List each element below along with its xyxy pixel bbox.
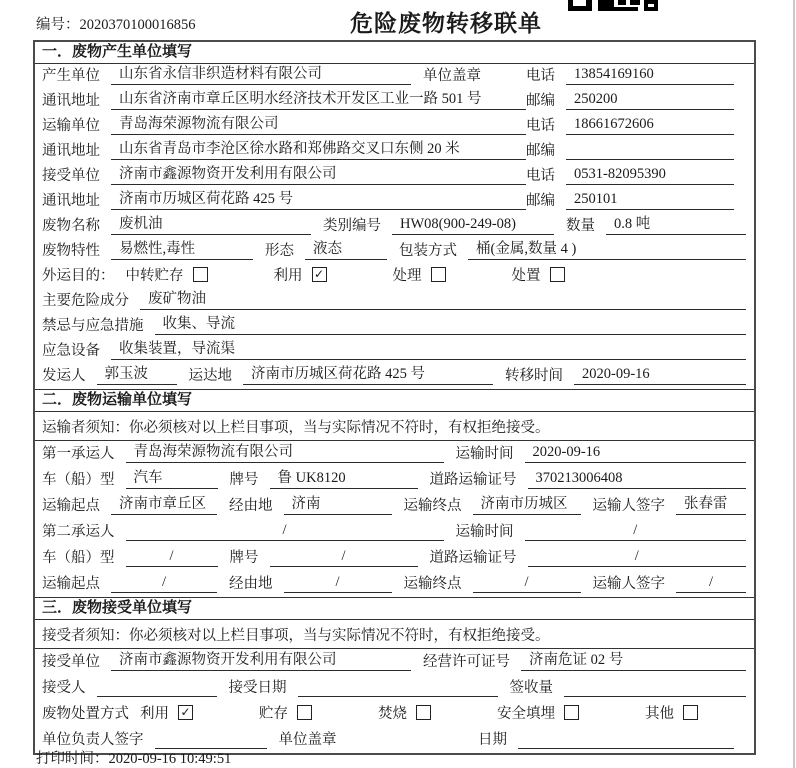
main-hazardous-component-field: 废矿物油 bbox=[140, 287, 746, 310]
checkbox-label: 焚烧 bbox=[378, 706, 407, 722]
form-row bbox=[35, 139, 754, 164]
form-row bbox=[35, 675, 754, 701]
second-vehicle-type-field: / bbox=[126, 548, 218, 567]
checkbox-label: 处理 bbox=[392, 268, 422, 284]
field-label: 运达地 bbox=[188, 368, 232, 384]
field-label: 单位负责人签字 bbox=[42, 732, 144, 748]
form-row bbox=[35, 364, 754, 389]
field-label: 单位盖章 bbox=[278, 732, 337, 748]
qr-code-fragment bbox=[568, 0, 664, 11]
transfer-date-field: 2020-09-16 bbox=[574, 366, 746, 385]
field-label: 电话 bbox=[526, 68, 555, 84]
transport-zip-field bbox=[566, 143, 734, 160]
field-label: 通讯地址 bbox=[42, 143, 100, 159]
form-row bbox=[35, 620, 754, 649]
section-3 bbox=[35, 597, 754, 753]
field-label: 第一承运人 bbox=[42, 446, 115, 462]
first-origin-field: 济南市章丘区 bbox=[111, 492, 217, 515]
field-label: 牌号 bbox=[229, 472, 259, 488]
first-road-permit-number-field: 370213006408 bbox=[528, 470, 747, 489]
print-time-value: 2020-09-16 10:49:51 bbox=[108, 751, 232, 767]
checkbox-label: 贮存 bbox=[259, 706, 288, 722]
field-label: 单位盖章 bbox=[423, 68, 481, 84]
contraindication-emergency-measures-field: 收集、导流 bbox=[155, 312, 747, 335]
section-1-title: 一．废物产生单位填写 bbox=[35, 42, 754, 64]
producer-address-field: 山东省济南市章丘区明水经济技术开发区工业一路 501 号 bbox=[111, 87, 526, 110]
form-row bbox=[35, 701, 754, 727]
first-via-field: 济南 bbox=[284, 492, 392, 515]
checkbox-option bbox=[140, 702, 193, 723]
field-label: 形态 bbox=[265, 243, 294, 259]
form-row bbox=[35, 519, 754, 545]
receiver-unit-field: 济南市鑫源物资开发利用有限公司 bbox=[111, 162, 526, 185]
second-carrier-field: / bbox=[126, 522, 444, 541]
operating-license-number-field: 济南危证 02 号 bbox=[521, 648, 746, 671]
accept-date-field bbox=[298, 680, 498, 697]
section-3-title: 三．废物接受单位填写 bbox=[35, 597, 754, 620]
section-1 bbox=[35, 42, 754, 389]
field-label: 经由地 bbox=[229, 498, 273, 514]
field-label: 包装方式 bbox=[399, 243, 457, 259]
field-label: 运输人签字 bbox=[592, 498, 665, 514]
print-time bbox=[36, 747, 231, 768]
field-label: 外运目的： bbox=[42, 268, 115, 284]
field-label: 运输终点 bbox=[403, 576, 462, 592]
note-text: 接受者须知：你必须核对以上栏目事项，当与实际情况不符时，有权拒绝接受。 bbox=[42, 627, 550, 644]
note-text: 运输者须知：你必须核对以上栏目事项，当与实际情况不符时，有权拒绝接受。 bbox=[42, 419, 550, 436]
waste-form-field: 液态 bbox=[305, 237, 387, 260]
form-row bbox=[35, 441, 754, 467]
form-row bbox=[35, 289, 754, 314]
field-label: 运输单位 bbox=[42, 118, 100, 134]
disposal-utilize-checkbox: ✓ bbox=[178, 705, 193, 720]
transport-unit-field: 青岛海荣源物流有限公司 bbox=[111, 112, 526, 135]
serial-value: 2020370100016856 bbox=[79, 17, 196, 33]
field-label: 废物特性 bbox=[42, 243, 100, 259]
destination-field: 济南市历城区荷花路 425 号 bbox=[243, 362, 493, 385]
producer-zip-field: 250200 bbox=[566, 91, 734, 110]
form-row bbox=[35, 214, 754, 239]
receiver-address-field: 济南市历城区荷花路 425 号 bbox=[111, 187, 526, 210]
receiver-zip-field: 250101 bbox=[566, 191, 734, 210]
receiver-phone-field: 0531-82095390 bbox=[566, 166, 734, 185]
form-row bbox=[35, 114, 754, 139]
serial-label: 编号： bbox=[36, 17, 80, 33]
field-label: 接受日期 bbox=[228, 680, 287, 696]
field-label: 废物名称 bbox=[42, 218, 100, 234]
form-row bbox=[35, 339, 754, 364]
seal-date-field bbox=[518, 732, 734, 749]
field-label: 邮编 bbox=[526, 143, 555, 159]
second-carrier-signature-field: / bbox=[676, 574, 746, 593]
field-label: 车（船）型 bbox=[42, 472, 115, 488]
field-label: 接受单位 bbox=[42, 654, 100, 670]
checkbox-option bbox=[645, 702, 698, 723]
field-label: 运输起点 bbox=[42, 498, 100, 514]
field-label: 电话 bbox=[526, 118, 555, 134]
disposal-other-checkbox bbox=[683, 705, 698, 720]
field-label: 运输时间 bbox=[455, 446, 514, 462]
received-quantity-field bbox=[564, 680, 746, 697]
form-row bbox=[35, 64, 754, 89]
field-label: 类别编号 bbox=[323, 218, 381, 234]
first-terminal-field: 济南市历城区 bbox=[473, 492, 581, 515]
checkbox-label: 中转贮存 bbox=[125, 268, 184, 284]
second-road-permit-number-field: / bbox=[528, 548, 747, 567]
checkbox-label: 处置 bbox=[511, 268, 541, 284]
form-row bbox=[35, 412, 754, 441]
form-table bbox=[33, 40, 756, 755]
field-label: 接受单位 bbox=[42, 168, 100, 184]
field-label: 经由地 bbox=[229, 576, 273, 592]
form-row bbox=[35, 164, 754, 189]
waste-category-code-field: HW08(900-249-08) bbox=[392, 216, 554, 235]
field-label: 运输终点 bbox=[403, 498, 462, 514]
field-label: 邮编 bbox=[526, 93, 555, 109]
purpose-transfer-storage-checkbox bbox=[193, 267, 208, 282]
field-label: 道路运输证号 bbox=[429, 550, 517, 566]
checkbox-option bbox=[259, 702, 312, 723]
field-label: 转移时间 bbox=[505, 368, 563, 384]
field-label: 通讯地址 bbox=[42, 193, 100, 209]
checkbox-label: 其他 bbox=[645, 706, 674, 722]
emergency-equipment-field: 收集装置，导流渠 bbox=[111, 337, 746, 360]
form-row bbox=[35, 649, 754, 675]
purpose-disposal-checkbox bbox=[550, 267, 565, 282]
purpose-utilize-checkbox: ✓ bbox=[312, 267, 327, 282]
document-header bbox=[0, 0, 796, 40]
second-transport-date-field: / bbox=[525, 522, 747, 541]
producer-unit-field: 山东省永信非织造材料有限公司 bbox=[111, 62, 411, 85]
section-2-title: 二．废物运输单位填写 bbox=[35, 389, 754, 412]
field-label: 牌号 bbox=[229, 550, 259, 566]
field-label: 主要危险成分 bbox=[42, 293, 129, 309]
field-label: 车（船）型 bbox=[42, 550, 115, 566]
field-label: 日期 bbox=[478, 732, 507, 748]
field-label: 道路运输证号 bbox=[429, 472, 517, 488]
field-label: 废物处置方式 bbox=[42, 706, 129, 722]
transport-phone-field: 18661672606 bbox=[566, 116, 734, 135]
form-row bbox=[35, 314, 754, 339]
waste-characteristics-field: 易燃性,毒性 bbox=[111, 237, 253, 260]
checkbox-option bbox=[393, 264, 446, 285]
checkbox-option bbox=[378, 702, 431, 723]
disposal-incineration-checkbox bbox=[416, 705, 431, 720]
checkbox-option bbox=[512, 264, 565, 285]
field-label: 应急设备 bbox=[42, 343, 100, 359]
second-origin-field: / bbox=[111, 574, 217, 593]
disposal-storage-checkbox bbox=[297, 705, 312, 720]
field-label: 禁忌与应急措施 bbox=[42, 318, 144, 334]
producer-phone-field: 13854169160 bbox=[566, 66, 734, 85]
first-carrier-field: 青岛海荣源物流有限公司 bbox=[126, 440, 444, 463]
page-title: 危险废物转移联单 bbox=[350, 11, 542, 36]
checkbox-label: 安全填埋 bbox=[497, 706, 555, 722]
disposal-landfill-checkbox bbox=[564, 705, 579, 720]
packaging-method-field: 桶(金属,数量 4 ) bbox=[468, 237, 746, 260]
checkbox-option bbox=[274, 264, 327, 285]
transport-address-field: 山东省青岛市李沧区徐水路和郑佛路交叉口东侧 20 米 bbox=[111, 137, 526, 160]
field-label: 运输起点 bbox=[42, 576, 100, 592]
section-2 bbox=[35, 389, 754, 597]
form-row bbox=[35, 89, 754, 114]
checkbox-label: 利用 bbox=[140, 706, 169, 722]
field-label: 运输时间 bbox=[455, 524, 514, 540]
form-row bbox=[35, 571, 754, 597]
field-label: 签收量 bbox=[509, 680, 553, 696]
field-label: 邮编 bbox=[526, 193, 555, 209]
field-label: 电话 bbox=[526, 168, 555, 184]
checkbox-option bbox=[497, 702, 579, 723]
first-transport-date-field: 2020-09-16 bbox=[525, 444, 747, 463]
field-label: 数量 bbox=[566, 218, 595, 234]
field-label: 第二承运人 bbox=[42, 524, 115, 540]
page-edge-line bbox=[793, 0, 795, 768]
checkbox-label: 利用 bbox=[273, 268, 303, 284]
checkbox-option bbox=[126, 264, 208, 285]
second-plate-number-field: / bbox=[270, 548, 418, 567]
accepting-unit-field: 济南市鑫源物资开发利用有限公司 bbox=[111, 648, 411, 671]
form-row bbox=[35, 467, 754, 493]
field-label: 经营许可证号 bbox=[423, 654, 510, 670]
form-row bbox=[35, 189, 754, 214]
form-row bbox=[35, 545, 754, 571]
field-label: 产生单位 bbox=[42, 68, 100, 84]
shipper-name-field: 郭玉波 bbox=[97, 362, 177, 385]
first-plate-number-field: 鲁 UK8120 bbox=[270, 466, 418, 489]
form-row bbox=[35, 264, 754, 289]
form-row bbox=[35, 239, 754, 264]
field-label: 接受人 bbox=[42, 680, 86, 696]
second-via-field: / bbox=[284, 574, 392, 593]
waste-quantity-field: 0.8 吨 bbox=[606, 212, 746, 235]
field-label: 通讯地址 bbox=[42, 93, 100, 109]
waste-name-field: 废机油 bbox=[111, 212, 311, 235]
print-time-label: 打印时间： bbox=[36, 751, 109, 767]
form-row bbox=[35, 493, 754, 519]
field-label: 运输人签字 bbox=[592, 576, 665, 592]
second-terminal-field: / bbox=[473, 574, 581, 593]
purpose-treatment-checkbox bbox=[431, 267, 446, 282]
first-carrier-signature-field: 张春雷 bbox=[676, 492, 746, 515]
first-vehicle-type-field: 汽车 bbox=[126, 466, 218, 489]
field-label: 发运人 bbox=[42, 368, 86, 384]
acceptor-name-field bbox=[97, 680, 217, 697]
